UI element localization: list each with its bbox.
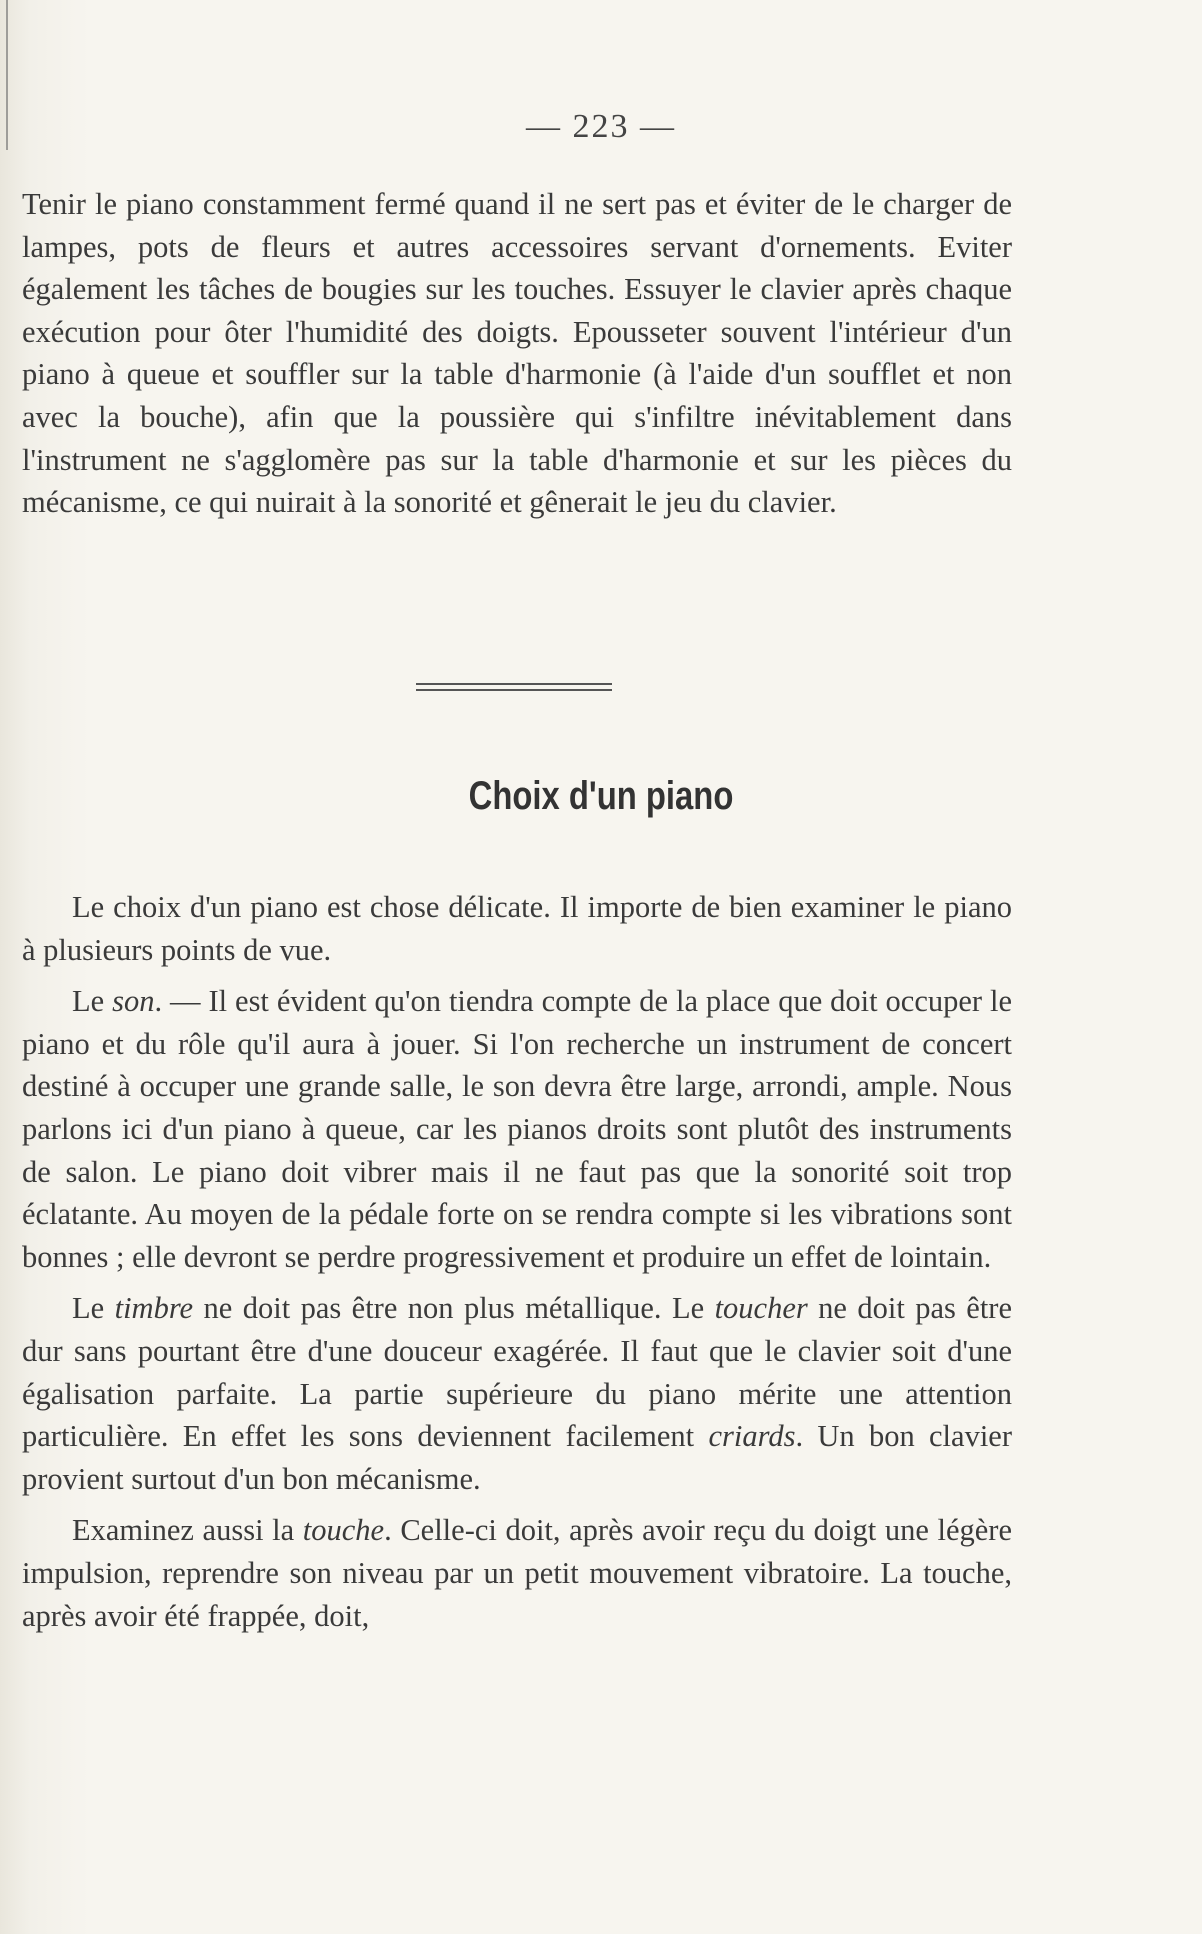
paragraph-text: . Un bon clavier provient surtout d'un bon mécanisme. [22,1419,1012,1496]
separator-rule-2 [416,689,612,691]
paragraph-text: Le [72,1291,115,1326]
section-title: Choix d'un piano [468,774,734,818]
paragraph-sound [22,980,1012,1278]
paragraph-timbre [22,1287,1012,1500]
term-toucher: toucher [714,1291,808,1326]
separator-rule-1 [416,683,612,685]
term-timbre: timbre [114,1291,194,1326]
page-number: — 223 — [526,108,676,145]
paragraph-text: ne doit pas être dur sans pourtant être d'une douceur exagérée. Il faut que le clavier soit d'une égalisation parfaite. La partie supérieure du piano mérite une attention particulière. En effet les sons deviennent facilement [22,1291,1012,1454]
paragraph-text: . Celle-ci doit, après avoir reçu du doigt une légère impulsion, reprendre son niveau par un petit mouvement vibratoire. La touche, après avoir été frappée, doit, [22,1513,1013,1633]
term-son: son [112,984,155,1019]
paragraph-touche [22,1509,1012,1637]
paragraph-choice: Le choix d'un piano est chose délicate. Il importe de bien examiner le piano à plusieurs points de vue. [22,890,1012,967]
text-block-bottom [22,886,1012,1637]
paragraph-care: Tenir le piano constamment fermé quand il ne sert pas et éviter de le charger de lampes, pots de fleurs et autres accessoires servant d'ornements. Eviter également les tâches de bougies sur les touches. Essuyer le clavier après chaque exécution pour ôter l'humidité des doigts. Epousseter souvent l'intérieur d'un piano à queue et souffler sur la table d'harmonie (à l'aide d'un soufflet et non avec la bouche), afin que la poussière qui s'infiltre inévitablement dans l'instrument ne s'agglomère pas sur la table d'harmonie et sur les pièces du mécanisme, ce qui nuirait à la sonorité et gênerait le jeu du clavier. [22,187,1012,520]
section-separator [416,683,612,695]
text-block-top [22,183,1012,524]
paragraph-text: ne doit pas être non plus métallique. Le [193,1291,715,1326]
paragraph-text: . — Il est évident qu'on tiendra compte de la place que doit occuper le piano et du rôle qu'il aura à jouer. Si l'on recherche un instrument de concert destiné à occuper une grande salle, le son devra être large, arrondi, ample. Nous parlons ici d'un piano à queue, car les pianos droits sont plutôt des instruments de salon. Le piano doit vibrer mais il ne faut pas que la sonorité soit trop éclatante. Au moyen de la pédale forte on se rendra compte si les vibrations sont bonnes ; elle devront se perdre progressivement et produire un effet de lointain. [22,984,1012,1274]
term-touche: touche [302,1513,385,1548]
paragraph-text: Le [72,984,113,1019]
term-criards: criards [708,1419,796,1454]
paragraph-text: Examinez aussi la [72,1513,303,1548]
